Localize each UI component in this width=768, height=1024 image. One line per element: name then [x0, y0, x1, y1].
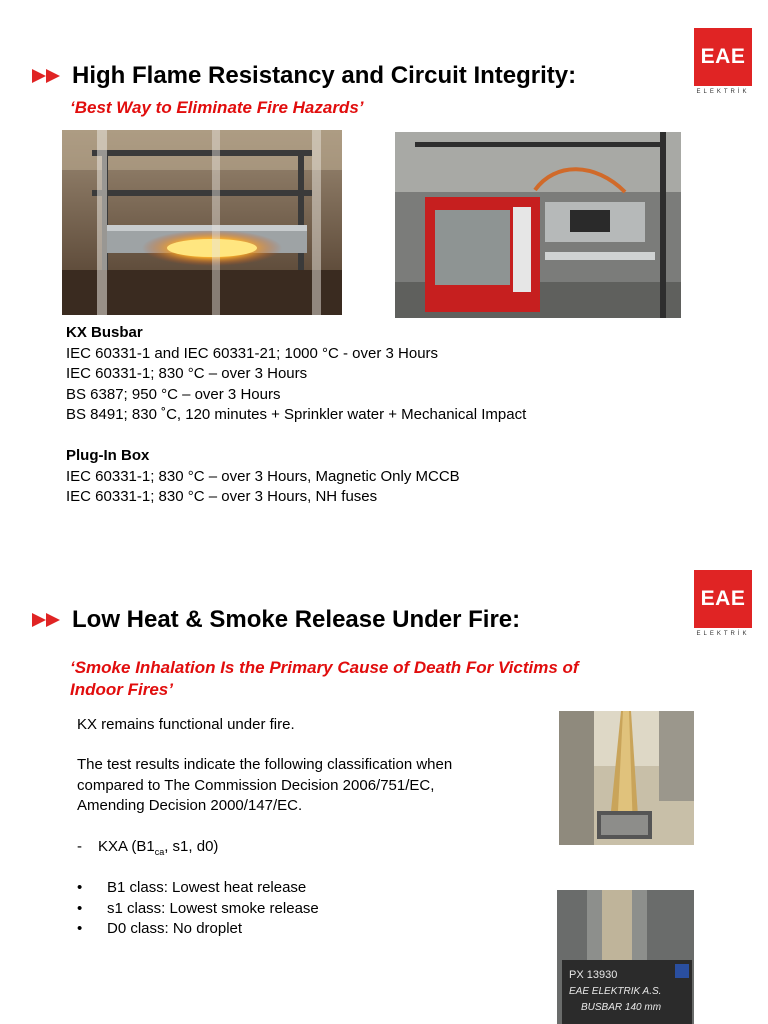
bullet-icon: • — [77, 899, 83, 917]
eae-logo — [694, 28, 752, 95]
slide1-subtitle: ‘Best Way to Eliminate Fire Hazards’ — [70, 98, 364, 117]
photo-busbar-flame-test — [62, 130, 342, 315]
slide2-heading — [32, 606, 520, 634]
bullet-text: B1 class: Lowest heat release — [107, 879, 307, 896]
kx-busbar-specs — [66, 323, 526, 426]
slide1-title: High Flame Resistancy and Circuit Integrity: — [72, 62, 577, 89]
kxa-classification — [77, 837, 218, 863]
subtitle-line: ‘Smoke Inhalation Is the Primary Cause of Death For Victims of — [70, 658, 579, 677]
plate-text-line2: EAE ELEKTRIK A.S. — [569, 986, 662, 997]
bullet-text: D0 class: No droplet — [107, 920, 243, 937]
photo-busbar-test-room — [559, 711, 694, 845]
slide2-title: Low Heat & Smoke Release Under Fire: — [72, 606, 521, 633]
plugin-box-title: Plug-In Box — [66, 447, 150, 464]
plugin-spec-line: IEC 60331-1; 830 °C – over 3 Hours, NH fuses — [66, 488, 378, 505]
plate-text-line1: PX 13930 — [569, 969, 618, 981]
bullet-icon: • — [77, 879, 83, 896]
eae-logo — [694, 570, 752, 637]
kx-spec-line: IEC 60331-1 and IEC 60331-21; 1000 °C - over 3 Hours — [66, 344, 439, 362]
paragraph-line: Amending Decision 2000/147/EC. — [77, 797, 303, 814]
slide1-heading — [32, 62, 576, 90]
class-bullet-list — [77, 878, 319, 940]
kx-spec-line: BS 6387; 950 °C – over 3 Hours — [66, 385, 281, 403]
logo-mark: EAE — [694, 570, 752, 628]
kxa-label: KXA (B1 — [98, 838, 155, 855]
double-arrow-icon — [32, 69, 64, 83]
kxa-subscript: ca — [154, 847, 165, 857]
plugin-box-specs — [66, 446, 460, 508]
kx-busbar-title: KX Busbar — [66, 324, 143, 341]
logo-subtext: ELEKTRİK — [696, 631, 750, 637]
plugin-spec-line: IEC 60331-1; 830 °C – over 3 Hours, Magnetic Only MCCB — [66, 467, 460, 485]
subtitle-line: Indoor Fires’ — [70, 680, 173, 699]
list-item — [77, 919, 319, 940]
kx-spec-line: BS 8491; 830 ˚C, 120 minutes + Sprinkler water + Mechanical Impact — [66, 406, 527, 423]
slide2-subtitle — [70, 657, 579, 701]
bullet-icon: • — [77, 920, 83, 937]
kx-functional-text: KX remains functional under fire. — [77, 716, 295, 733]
slide-smoke-release — [0, 540, 768, 1024]
double-arrow-icon — [32, 613, 64, 627]
dash: - — [77, 838, 82, 855]
bullet-text: s1 class: Lowest smoke release — [107, 899, 319, 917]
photo-plugin-box-test — [395, 132, 681, 318]
list-item — [77, 899, 319, 920]
logo-mark: EAE — [694, 28, 752, 86]
logo-subtext: ELEKTRİK — [696, 89, 750, 95]
paragraph-line: compared to The Commission Decision 2006/751/EC, — [77, 776, 435, 794]
plate-text-line3: BUSBAR 140 mm — [581, 1002, 662, 1013]
photo-busbar-label-plate — [557, 890, 694, 1024]
classification-paragraph — [77, 755, 452, 817]
list-item — [77, 878, 319, 899]
paragraph-line: The test results indicate the following classification when — [77, 756, 453, 773]
kx-spec-line: IEC 60331-1; 830 °C – over 3 Hours — [66, 365, 308, 382]
kxa-rest: , s1, d0) — [164, 838, 219, 855]
